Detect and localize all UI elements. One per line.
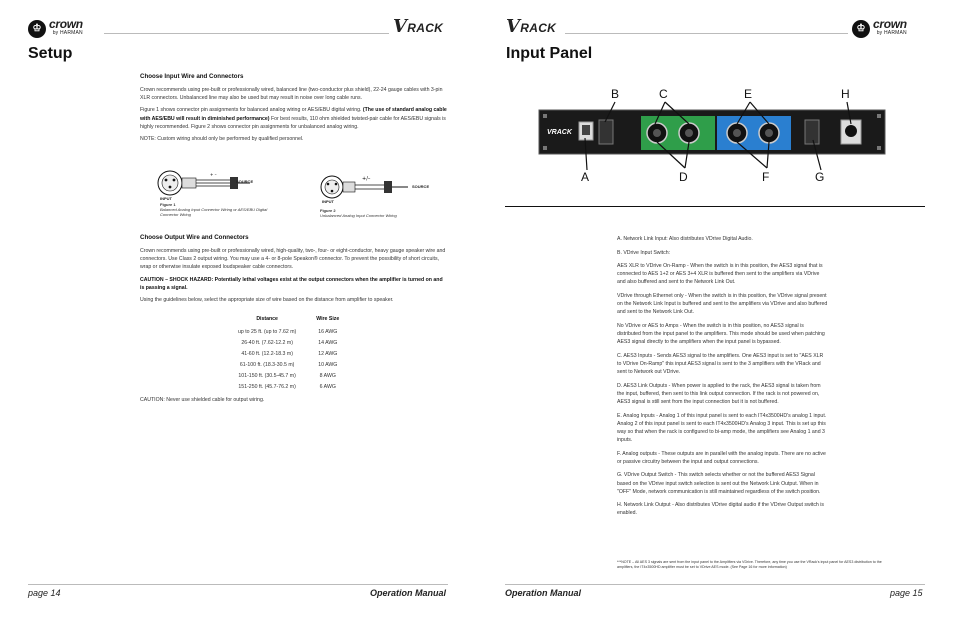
- page-title-setup: Setup: [28, 45, 73, 62]
- desc-b-aes-xlr-mode: AES XLR to VDrive On-Ramp - When the switch is in this position, the AES3 signal that is connected to AES 1+2 or AES 3+4 XLR is buffered then sent to the amplifiers via VDrive and also buffered and sent to the Network Link Out.: [617, 263, 823, 286]
- figure-2-caption: Figure 2 Unbalanced Analog Input Connector Wiring: [320, 208, 397, 218]
- panel-label-h: H: [841, 87, 850, 101]
- crown-logo-left: [28, 17, 83, 38]
- table-row: 101-150 ft. (30.5-45.7 m) 8 AWG: [238, 372, 336, 379]
- panel-label-c: C: [659, 87, 668, 101]
- aes3-vdrive-note: ***NOTE – All AES 3 signals are sent from the input panel to the Amplifiers via VDrive. Therefore, any time you use the VRack's input panel for AES3 distribution to the amplifiers, the IT4x3500HD amplifier must be set to VDrive AES mode. (See Page 16 for more information): [617, 560, 882, 569]
- table-row: 26-40 ft. (7.62-12.2 m) 14 AWG: [241, 339, 338, 346]
- desc-g-vdrive-output-switch: G. VDrive Output Switch - This switch selects whether or not the buffered AES3 Signal based on the VDrive input switch selection is sent out the Network Link Output. When in "OFF" Mode, network communication is still maintained regardless of the switch position.: [617, 472, 821, 495]
- output-wire-p1: Crown recommends using pre-built or professionally wired, high-quality, two-, four- or eight-conductor, heavy gauge speaker wire and connectors. Use Class 2 output wiring. You may use a 4- or 8-pole Speakon® connector. To prevent the possibility of short circuits, wrap or otherwise insulate exposed loudspeaker cable connectors.: [140, 248, 446, 271]
- output-wire-heading: Choose Output Wire and Connectors: [140, 234, 249, 241]
- svg-text:VRACK: VRACK: [547, 129, 572, 136]
- panel-divider-rule: [505, 206, 925, 207]
- vrack-logo-right: VRACK: [506, 16, 557, 37]
- input-panel-diagram: [505, 82, 925, 208]
- table-row: 151-250 ft. (45.7-76.2 m) 6 AWG: [238, 383, 336, 390]
- table-row: 41-60 ft. (12.2-18.3 m) 12 AWG: [241, 350, 338, 357]
- figure-2-source-label: SOURCE: [412, 184, 430, 189]
- desc-h-network-link-output: H. Network Link Output - Also distributes VDrive digital audio if the VDrive Output switch is enabled.: [617, 502, 825, 517]
- desc-b-ethernet-mode: VDrive through Ethernet only - When the switch is in this position, the VDrive signal present on the Network Link Input is buffered and sent to the amplifiers via VDrive and also buffered and sent to the Network Link Out.: [617, 292, 828, 316]
- crown-logo-sub: by HARMAN: [52, 30, 83, 36]
- panel-label-a: A: [581, 170, 590, 184]
- crown-logo-right: [852, 17, 907, 38]
- page-title-input-panel: Input Panel: [506, 45, 593, 62]
- wire-size-table: [228, 316, 349, 392]
- input-wire-p1: Crown recommends using pre-built or professionally wired, balanced line (two-conductor plus shield), 22-24 gauge cables with 3-pin XLR connectors. Unbalanced line may also be used but may result in noise over long cable runs.: [140, 87, 443, 102]
- figure-1-source-label: SOURCE: [236, 179, 254, 184]
- panel-label-b: B: [611, 87, 620, 101]
- table-row: 61-100 ft. (18.3-30.5 m) 10 AWG: [239, 361, 338, 368]
- figure-1: [150, 165, 280, 225]
- vrack-logo-left: VRACK: [393, 16, 444, 37]
- figure-1-part-label: INPUT: [160, 196, 172, 201]
- output-wire-section: [140, 234, 448, 304]
- table-header-wire-size: Wire Size: [316, 316, 340, 322]
- footer-rule-left: [28, 584, 448, 585]
- input-wire-note: NOTE: Custom wiring should only be performed by qualified personnel.: [140, 136, 304, 143]
- footer-manual-left: Operation Manual: [370, 588, 447, 598]
- crown-logo-word: crown: [49, 17, 83, 31]
- desc-e-analog-inputs: E. Analog Inputs - Analog 1 of this input panel is sent to each IT4x3500HD's analog 1 input. Analog 2 of this input panel is sent to each IT4x3500HD's Analog 3 input. This is set up this way so that when the rack is configured to bi-amp mode, the amplifiers see Analog 1 and 3 inputs.: [617, 412, 827, 444]
- shock-hazard-caution: CAUTION – SHOCK HAZARD: Potentially lethal voltages exist at the output connectors when the amplifier is turned on and is passing a signal.: [140, 276, 443, 291]
- output-wire-p2: Using the guidelines below, select the appropriate size of wire based on the distance from amplifier to speaker.: [140, 297, 394, 304]
- desc-a-network-link-input: A. Network Link Input: Also distributes VDrive Digital Audio.: [617, 236, 753, 242]
- vrack-input-panel-illustration: [505, 82, 925, 208]
- input-panel-descriptions: [617, 235, 829, 523]
- panel-label-e: E: [744, 87, 753, 101]
- desc-f-analog-outputs: F. Analog outputs - These outputs are in parallel with the analog inputs. There are no active or passive circuitry between the input and output connections.: [617, 450, 826, 465]
- figure-1-caption: Figure 1 Balanced Analog Input Connector Wiring or AES/EBU Digital Connector Wiring: [160, 202, 268, 217]
- desc-b-vdrive-input-switch: B. VDrive Input Switch:: [617, 249, 671, 256]
- footer-rule-right: [505, 584, 925, 585]
- svg-text:+ –: + –: [210, 172, 217, 177]
- panel-label-d: D: [679, 170, 688, 184]
- crown-logo-word: crown: [873, 17, 907, 31]
- figure-2-part-label: INPUT: [322, 199, 334, 204]
- header-rule-left: [104, 33, 389, 34]
- table-header-distance: Distance: [256, 316, 278, 322]
- crown-seal-icon: ♔: [852, 20, 870, 38]
- panel-label-f: F: [762, 170, 770, 184]
- page-number-right: page 15: [890, 588, 923, 598]
- input-wire-heading: Choose Input Wire and Connectors: [140, 73, 244, 80]
- header-rule-right: [565, 33, 848, 34]
- page-number-left: page 14: [28, 588, 61, 598]
- figure-2: [312, 170, 442, 225]
- desc-c-aes3-inputs: C. AES3 Inputs - Sends AES3 signal to the amplifiers. One AES3 input is set to "AES XLR to VDrive On-Ramp" this input AES3 signal is sent to the 3 amplifiers with the VRack and sent to Network out VDrive.: [617, 352, 824, 376]
- shielded-cable-caution: CAUTION: Never use shielded cable for output wiring.: [140, 397, 265, 403]
- table-row: up to 25 ft. (up to 7.62 m) 16 AWG: [238, 328, 338, 335]
- crown-logo-sub: by HARMAN: [876, 30, 907, 36]
- svg-text:+/–: +/–: [362, 176, 371, 182]
- footer-manual-right: Operation Manual: [505, 588, 582, 598]
- input-wire-p2: Figure 1 shows connector pin assignments for balanced analog wiring or AES/EBU digital wiring. (The use of standard analog cable with AES/EBU will result in diminished performance) For best results, 110 ohm shielded twisted-pair cable for AES/EBU signals is highly recommended. Figure 2 shows connector pin assignments for unbalanced analog wiring.: [140, 107, 447, 130]
- desc-b-no-vdrive-mode: No VDrive or AES to Amps - When the switch is in this position, no AES3 signal is distributed from the input panel to the amplifiers. This mode should be used when patching AES3 signal directly to the amplifiers when the input panel is bypassed.: [617, 322, 825, 346]
- panel-label-g: G: [815, 170, 825, 184]
- crown-seal-icon: ♔: [28, 20, 46, 38]
- input-wire-section: [140, 73, 448, 143]
- desc-d-aes3-link-outputs: D. AES3 Link Outputs - When power is applied to the rack, the AES3 signal is taken from the input, buffered, then sent to this link output connection. If the rack is not powered on, AES3 signal is still sent from the input connection but it is not buffered.: [617, 382, 821, 406]
